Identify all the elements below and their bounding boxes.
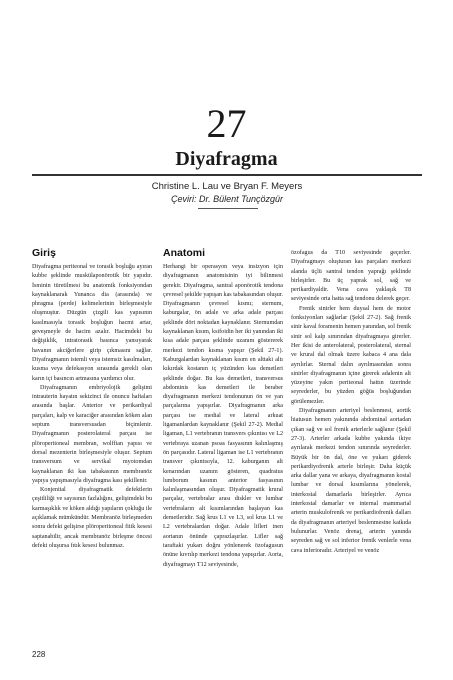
chapter-title: Diyafragma [175, 148, 278, 170]
chapter-authors: Christine L. Lau ve Bryan F. Meyers [151, 181, 303, 192]
left-column [32, 247, 152, 551]
short-rule [198, 208, 258, 209]
section-heading-giris: Giriş [32, 247, 56, 259]
paragraph: Diyafragma periteonal ve torasik boşluğu ayıran kubbe şeklinde muskülaponörotik bir yapıdır. İsminin türetilmesi bu anatomik fonksiyondan kaynaklanarak Yunanca dia (arasında) ve phragma (perde) kelimelerinin birleşmesiyle oluşmuştur. Düzgün çizgili kas yapısının kasılmasıyla torasik boşluğun hacmi artar, geveşmeyle de hacim azalır. Hacimdeki bu değişiklik, intratorasik basınca yansıyarak havanın akciğerlere girip çıkmasını sağlar. Diyafragmanın istemli veya istemsiz kasılmaları, kusma veya defekasyon sırasında gerekli olan karın içi basıncın artmasına yardımcı olur. [32, 264, 152, 382]
page-number: 228 [32, 650, 46, 659]
paragraph: Diyafragmanın embriyolojik gelişimi intrauterin hayatın sekizinci ile onuncu haftaları arasında başlar. Anterior ve perikardiyal parçaları, kalp ve karaciğer arasından köken alan septum transversusdan biçimlenir. Diyafragmanın posterolateral parçası ise plöroperitoneal membran, wolffian yapısı ve dorsal mezenterin birleşmesiyle oluşur. Septum transversum ve servikal myotomdan kaynaklanan iki kas tabakasının membranöz yapıya yapışmasıyla diyafragma kası şekillenir. [32, 384, 152, 484]
paragraph: Diyafragmanın arteriyel beslenmesi, aortik hiatusun hemen yakınında abdominal aortadan çıkan sağ ve sol frenik arterlerle sağlanır (Şekil 27-3). Arterler arkada kubbe yakında ikiye ayrılarak merkezi tendon sınırında seyrederler. Büyük bir ön dal, öne ve yukarı giderek perikardiyofrenik arterle birleşir. Daha küçük arka dallar yana ve arkaya, diyafragmanın kostal lumbar ve dorsal kısımlarına yönelerek, interkostal damarlarla birleşirler. Ayrıca interkostal damarlar ve internal mammarial arterin muskulofrenik ve perikardiofrenik dalları da diyafragmanın arteriyel beslenmesine katkıda bulunurlar. Venöz drenaj, arterin yanında seyreden sağ ve sol inferior frenik venlerle vena cava inferioradır. Arteriyel ve venöz [291, 408, 411, 554]
paragraph: Frenik sinirler hem duysal hem de motor fonksiyonları sağlarlar (Şekil 27-2). Sağ frenik sinir kaval foramenin hemen yanından, sol frenik sinir sol kalp sınırından diyafragmaya girerler. Her ikisi de anterolateral, posterolateral, sternal ve krural dal olmak üzere kabaca 4 ana dala ayrılırlar. Sternal dalın ayrılmasından sonra sinirler diyafragmanın içine girerek adalenin alt yüzeyine yakın periteonal hattın üzerinde seyrederler, bu yüzden göğüs boşluğundan görülemezler. [291, 305, 411, 405]
paragraph: özofagus da T10 seviyesinde geçerler. Diyafragmayı oluşturan kas parçaları merkezi alanda üçlü santral tendon yaprağı şeklinde birleşirler. Bu üç yaprak sol, sağ ve perikardiyaldir. Vena cava yaklaşık T8 seviyesinde orta hatta sağ tendonu delerek geçer. [291, 250, 411, 303]
title-rule [32, 174, 422, 176]
middle-column [163, 247, 283, 570]
paragraph: Herhangi bir operasyon veya insizyon için diyafragmanın anatomisinin iyi bilinmesi gerekir. Diyafragma, santral aponörotik tendona çevresel şekilde yapışan kas tabakasından oluşur. Diyafragmanın çevresel kısmı; sternum, kaburgalar, ön adale ve arka adale parçası şeklinde dört noktadan kaynaklanır. Sternumdan kaynaklanan kısım, ksifoidin her iki yanından iki kısa adale parçası şeklinde uzanım göstererek merkezi tendon kısma yapışır (Şekil 27-1). Kaburgalardan kaynaklanan kısım en alttaki altı kıkırdak kostanın iç yüzünden kas demetleri şeklinde doğar. Bu kas demetleri, transversus abdominis kas demetleri ile beraber diyafragmanın merkezi tendonunun ön ve yan parçalarına yapışırlar. Diyafragmanın arka parçası ise medial ve lateral arkuat ligamanlardan kaynaklanır (Şekil 27-2). Medial ligaman, L1 vertebranın transvers çıkıntısı ve L2 vertebraya uzanan psoas fasyasının kalınlaşmış ön parçasıdır. Lateral ligaman ise L1 vertebranın transver çıkıntısıyla, 12. kaburganın alt kenarından uzanım gösteren, quadratus lumborum kasının anterior fasyasının kalınlaşmasından oluşur. Diyafragmatik krural parçalar, vertebralar arası diskler ve lumbar vertebraların alt kısımlarından başlayan kas demetleridir. Sağ krus L1 ve L3, sol krus L1 ve L2 vertebralardan doğar. Adale lifleri inen aortanın önünde çaprazlaşırlar. Lifler sağ taraftaki yukarı doğru yönlenerek özofagusun önüne kıvrılıp merkezi tendona yapışırlar. Aorta, diyafragmayı T12 seviyesinde, [163, 264, 283, 568]
chapter-number: 27 [206, 101, 247, 146]
chapter-translator: Çeviri: Dr. Bülent Tunçözgür [170, 194, 284, 204]
right-column [291, 249, 411, 556]
paragraph: Konjenital diyafragmatik defektlerin çeşitliliği ve sayısının fazlalığını, gelişimdeki bu karmaşıklık ve köken aldığı yapıların çokluğu ile açıklamak mümkündür. Membranöz birleşmeden sonra defekt gelişirse plöroperitoneal fitik kesesi saptanabilir, ancak membranöz birleşme öncesi defekt oluşursa fıtık kesesi bulunmaz. [32, 487, 152, 549]
section-heading-anatomi: Anatomi [163, 247, 205, 259]
